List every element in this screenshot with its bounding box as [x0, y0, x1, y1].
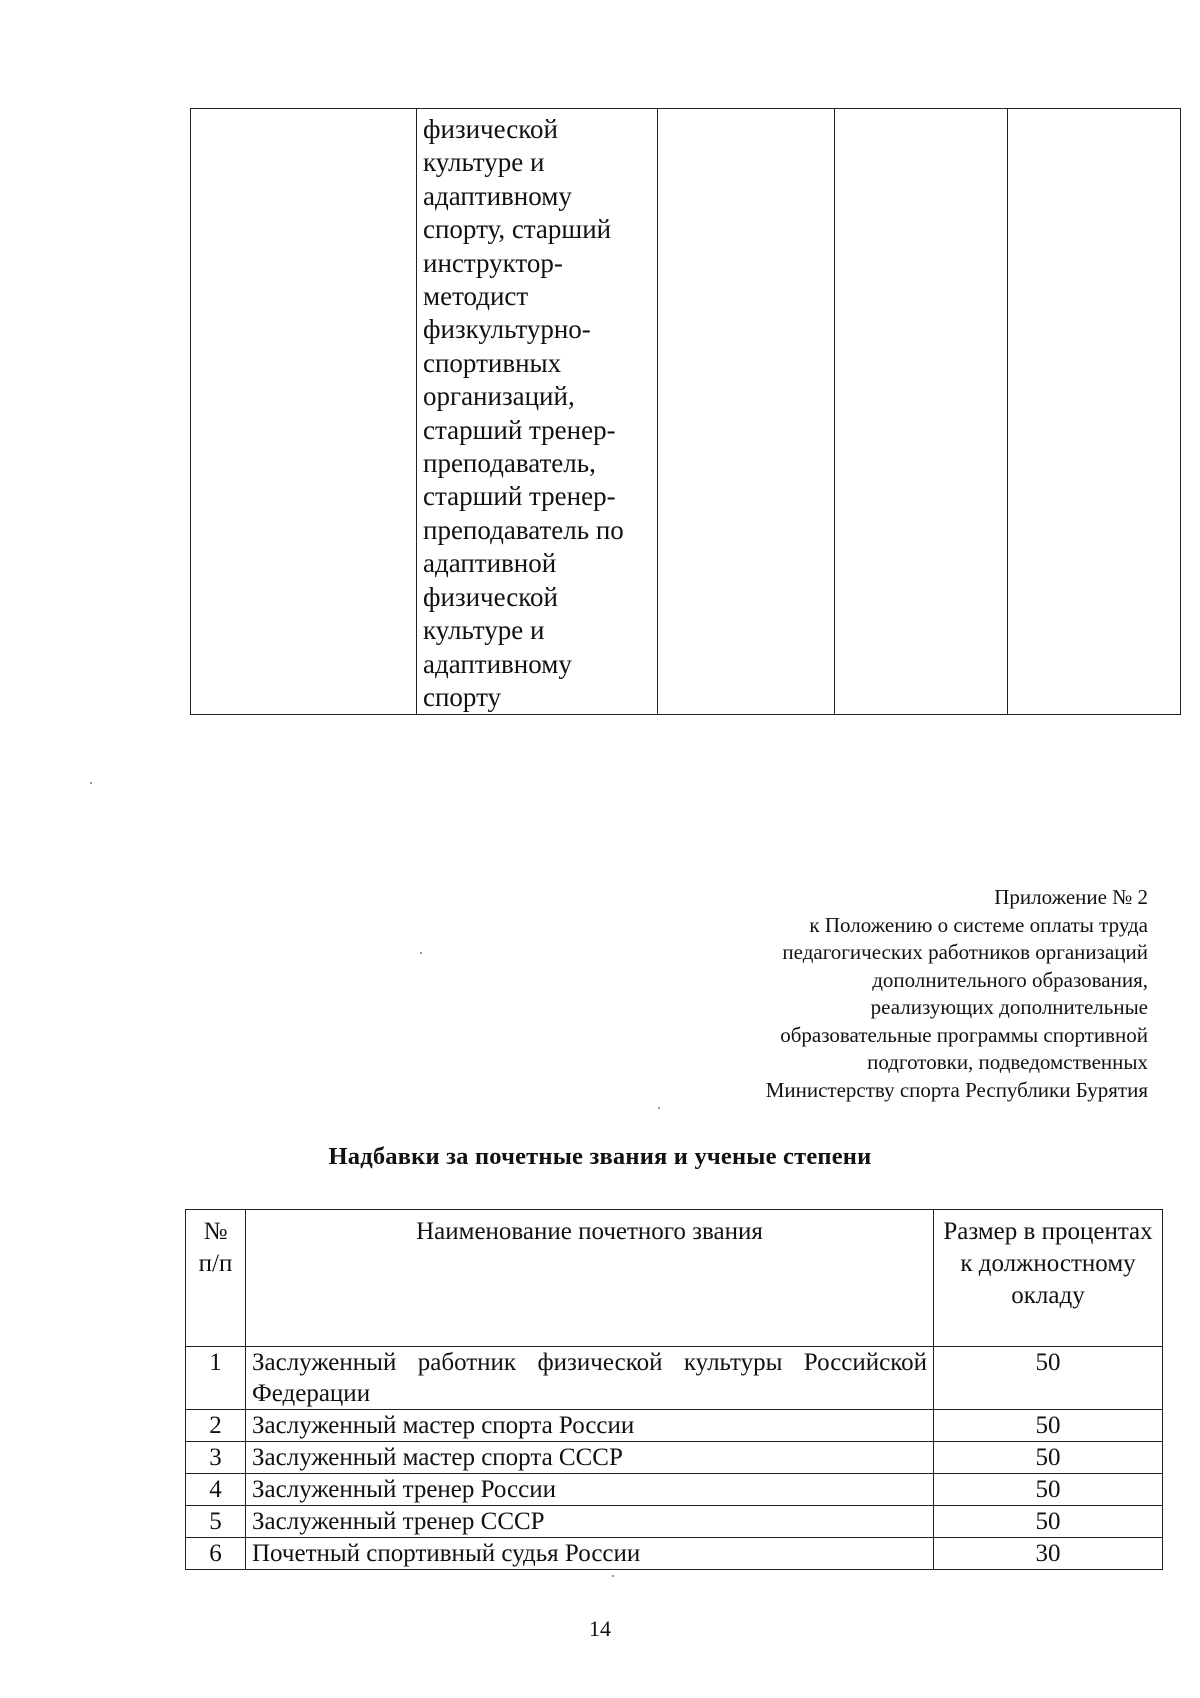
appendix-line: педагогических работников организаций	[782, 940, 1148, 964]
position-line: старший тренер-	[423, 481, 616, 512]
table-row	[186, 1410, 1163, 1442]
row-name: Заслуженный тренер СССР	[246, 1506, 934, 1538]
scan-speck	[90, 782, 92, 784]
row-size: 50	[934, 1410, 1163, 1442]
position-line: спорту, старший	[423, 214, 612, 245]
appendix-header	[628, 884, 1148, 1104]
position-line: физической	[423, 581, 558, 612]
header-num: № п/п	[186, 1210, 246, 1347]
section-title: Надбавки за почетные звания и ученые степени	[328, 1143, 872, 1170]
position-line: спортивных	[423, 347, 562, 378]
position-line: методист	[423, 281, 529, 312]
position-line: инструктор-	[423, 247, 563, 278]
row-size: 30	[934, 1538, 1163, 1570]
appendix-line: образовательные программы спортивной	[780, 1022, 1148, 1047]
row-size: 50	[934, 1347, 1163, 1410]
position-line: адаптивной	[423, 548, 557, 579]
row-num: 6	[186, 1538, 246, 1570]
position-line: культуре и	[423, 147, 545, 178]
table-row	[186, 1442, 1163, 1474]
position-line: адаптивному	[423, 648, 572, 679]
row-name: Заслуженный тренер России	[246, 1474, 934, 1506]
table-row	[186, 1538, 1163, 1570]
scan-speck	[658, 1107, 660, 1109]
row-num: 1	[186, 1347, 246, 1410]
position-line: преподаватель по	[423, 514, 624, 545]
appendix-line: Приложение № 2	[994, 885, 1148, 909]
row-name: Заслуженный мастер спорта СССР	[246, 1442, 934, 1474]
scan-speck	[612, 1575, 614, 1577]
row-size: 50	[934, 1474, 1163, 1506]
row-name: Заслуженный мастер спорта России	[246, 1410, 934, 1442]
appendix-line: Министерству спорта Республики Бурятия	[765, 1077, 1148, 1102]
position-line: физкультурно-	[423, 314, 591, 345]
position-line: старший тренер-	[423, 414, 616, 445]
empty-cell	[191, 109, 417, 715]
table-row	[186, 1474, 1163, 1506]
continuation-row	[191, 109, 1181, 715]
empty-cell	[1008, 109, 1181, 715]
position-line: адаптивному	[423, 180, 572, 211]
page-number: 14	[589, 1616, 611, 1641]
empty-cell	[658, 109, 835, 715]
position-line: спорту	[423, 681, 502, 712]
row-name: Почетный спортивный судья России	[246, 1538, 934, 1570]
appendix-line: к Положению о системе оплаты труда	[809, 912, 1148, 937]
scan-speck	[420, 952, 422, 954]
appendix-line: дополнительного образования,	[872, 967, 1148, 992]
row-name: Заслуженный работник физической культуры Российской Федерации	[246, 1347, 934, 1410]
row-size: 50	[934, 1506, 1163, 1538]
row-num: 2	[186, 1410, 246, 1442]
header-size: Размер в процентах к должностному окладу	[934, 1210, 1163, 1347]
position-line: организаций,	[423, 381, 575, 412]
position-line: преподаватель,	[423, 448, 596, 479]
header-name: Наименование почетного звания	[246, 1210, 934, 1347]
appendix-line: реализующих дополнительные	[870, 995, 1148, 1019]
table-row	[186, 1506, 1163, 1538]
row-size: 50	[934, 1442, 1163, 1474]
row-num: 3	[186, 1442, 246, 1474]
table-header-row	[186, 1210, 1163, 1347]
position-line: физической	[423, 114, 558, 144]
row-num: 5	[186, 1506, 246, 1538]
row-num: 4	[186, 1474, 246, 1506]
table-row	[186, 1347, 1163, 1410]
position-cell	[417, 109, 658, 715]
position-line: культуре и	[423, 615, 545, 646]
awards-table	[185, 1209, 1163, 1570]
appendix-line: подготовки, подведомственных	[867, 1050, 1148, 1074]
empty-cell	[835, 109, 1008, 715]
continuation-table	[190, 108, 1181, 715]
